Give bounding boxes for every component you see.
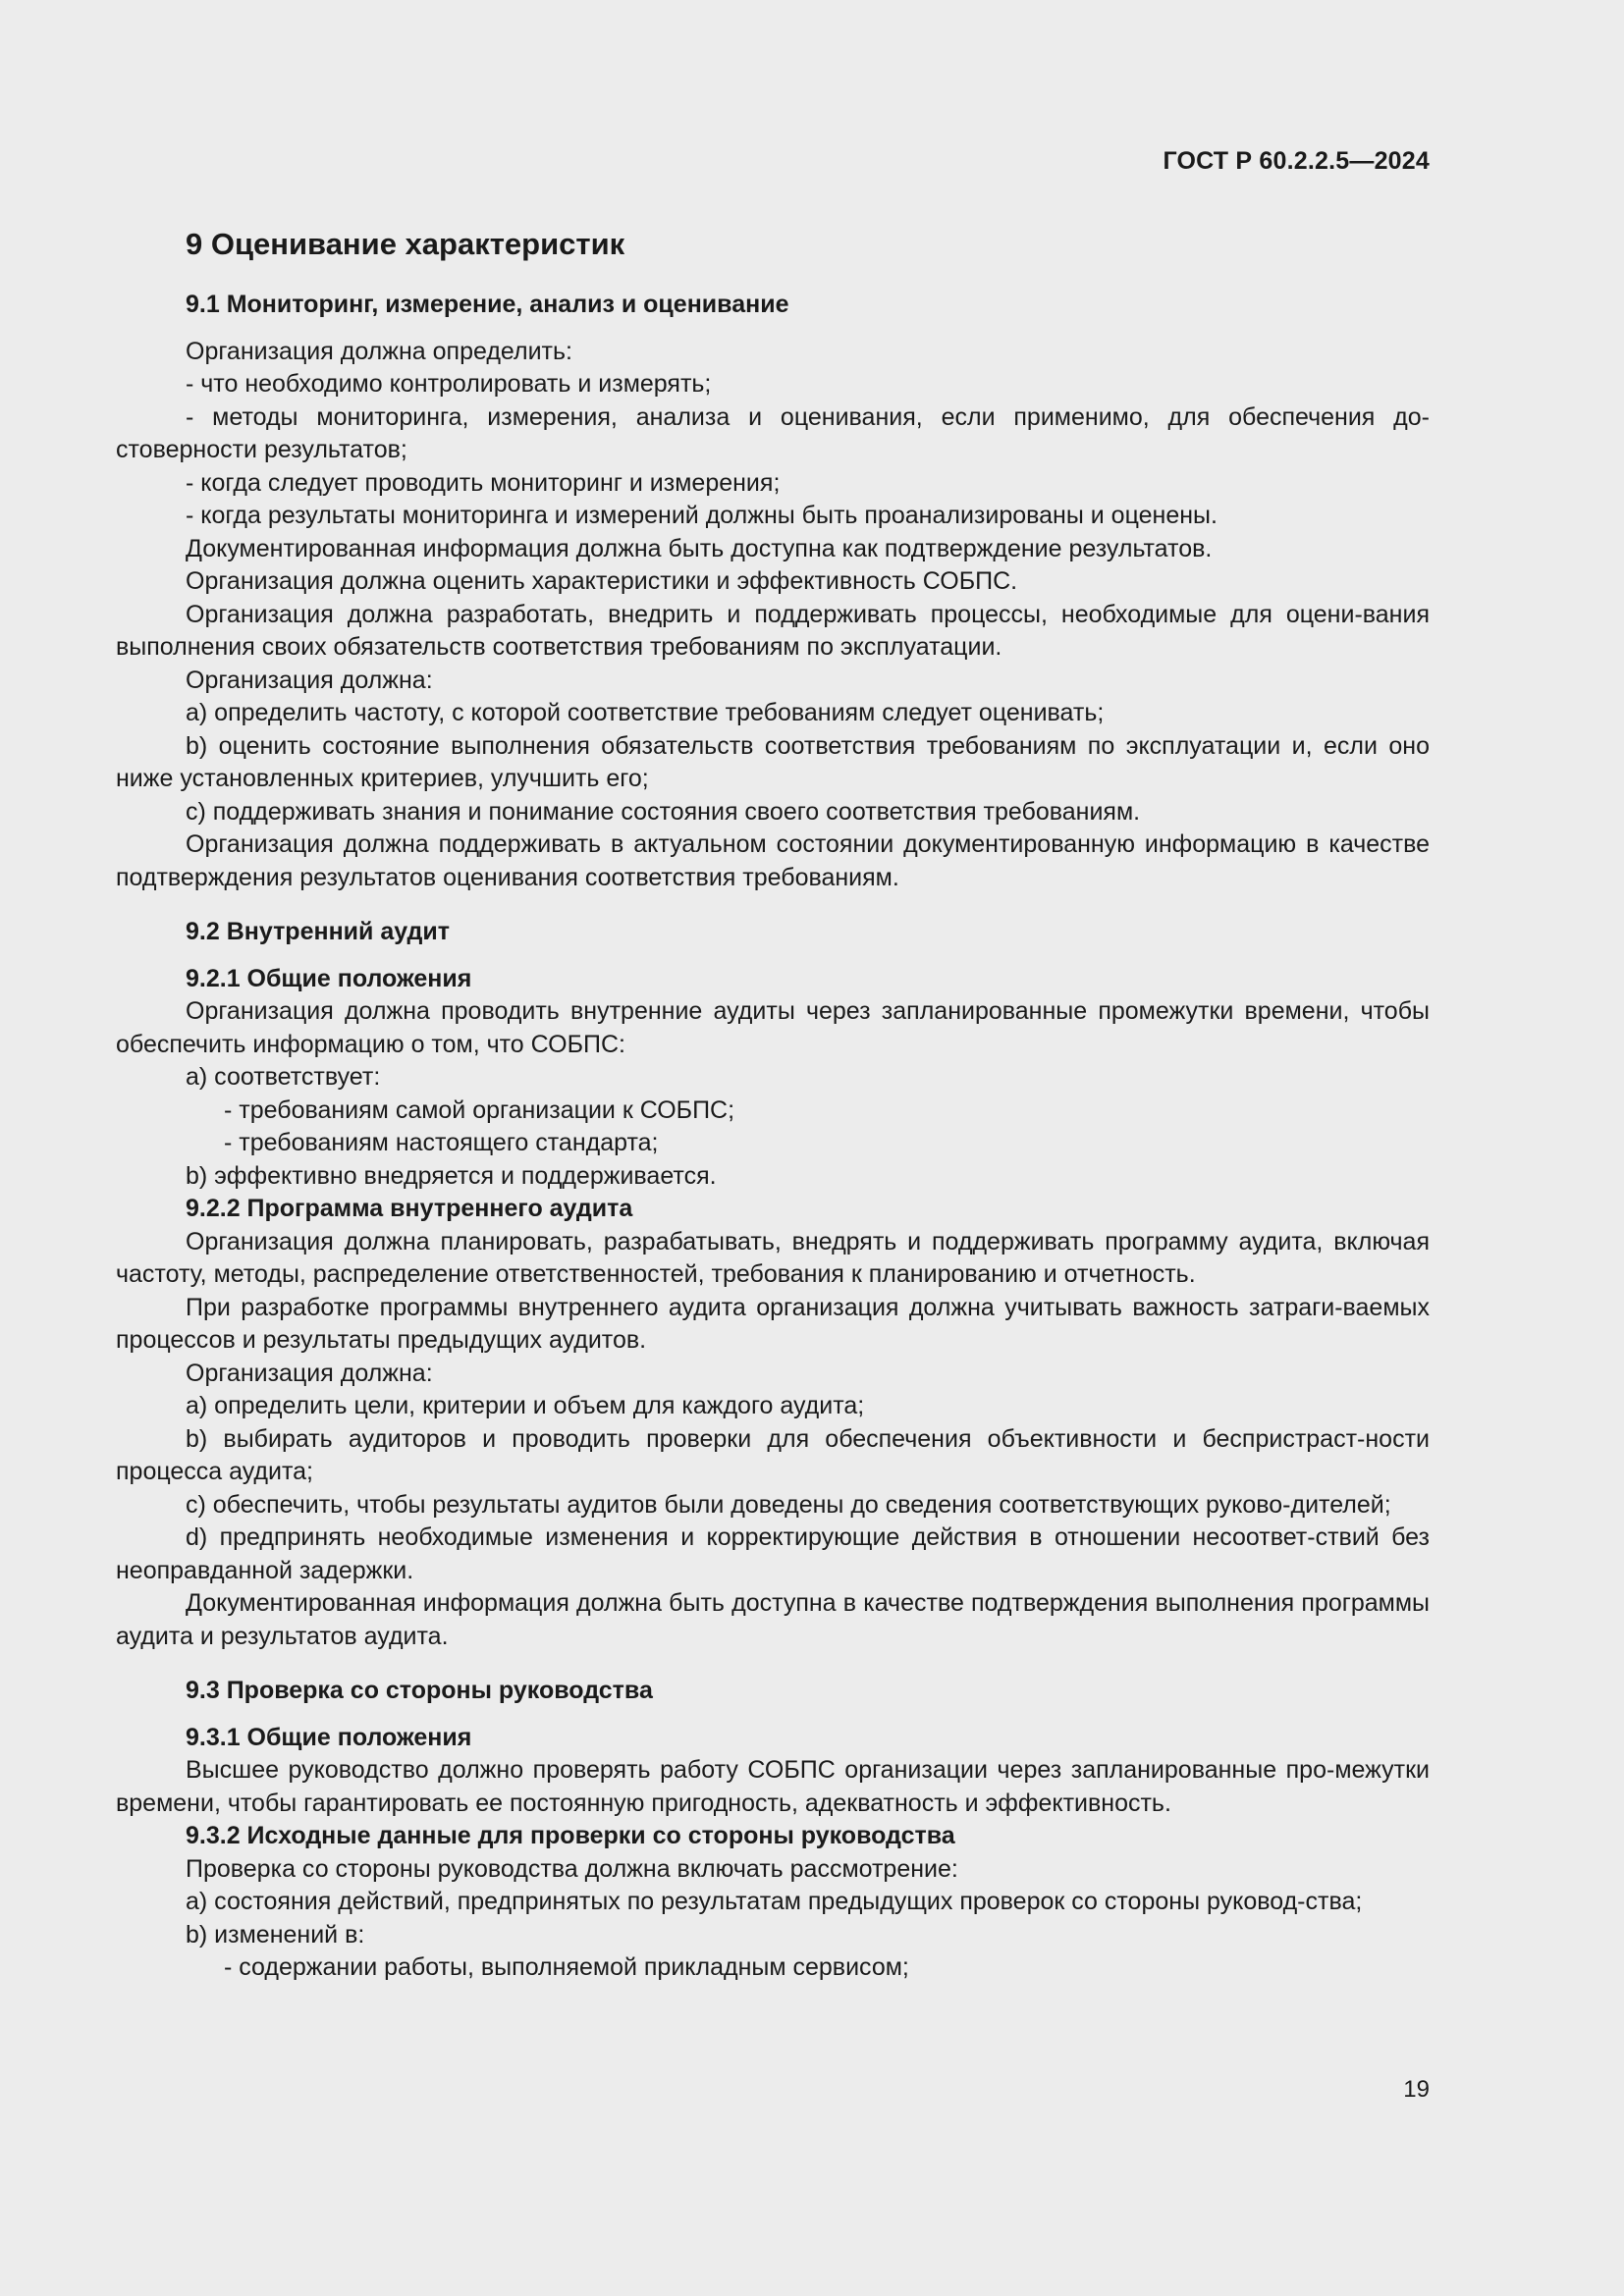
section-9-2-1-heading: 9.2.1 Общие положения (186, 964, 472, 992)
paragraph: Организация должна: (186, 666, 433, 694)
paragraph: Проверка со стороны руководства должна включать рассмотрение: (186, 1854, 958, 1883)
list-item: - требованиям самой организации к СОБПС; (224, 1095, 735, 1124)
paragraph: При разработке программы внутреннего аудита организация должна учитывать важность затраги-ваемых процессов и результаты предыдущих аудитов. (116, 1293, 1430, 1354)
document-body (116, 222, 1430, 1985)
document-code: ГОСТ Р 60.2.2.5—2024 (1163, 147, 1430, 175)
section-9-2-2-heading: 9.2.2 Программа внутреннего аудита (186, 1195, 633, 1222)
paragraph: Организация должна поддерживать в актуальном состоянии документированную информацию в качестве подтверждения результатов оценивания соответствия требованиям. (116, 830, 1430, 891)
list-item: c) обеспечить, чтобы результаты аудитов были доведены до сведения соответствующих руково-дителей; (186, 1490, 1391, 1519)
list-item: - содержании работы, выполняемой прикладным сервисом; (224, 1953, 909, 1981)
list-item: b) оценить состояние выполнения обязательств соответствия требованиям по эксплуатации и, если оно ниже установленных критериев, улучшить его; (116, 731, 1430, 792)
paragraph: Организация должна оценить характеристики и эффективность СОБПС. (186, 567, 1018, 595)
paragraph: Организация должна определить: (186, 337, 572, 365)
page-number: 19 (1403, 2076, 1430, 2103)
section-9-3-2-heading: 9.3.2 Исходные данные для проверки со стороны руководства (186, 1822, 955, 1849)
paragraph: Организация должна проводить внутренние аудиты через запланированные промежутки времени, чтобы обеспечить информацию о том, что СОБПС: (116, 997, 1430, 1058)
list-item: - требованиям настоящего стандарта; (224, 1129, 659, 1156)
paragraph: Высшее руководство должно проверять работу СОБПС организации через запланированные про-межутки времени, чтобы гарантировать ее постоянную пригодность, адекватность и эффективность. (116, 1756, 1430, 1817)
list-item: b) эффективно внедряется и поддерживается. (186, 1161, 717, 1190)
section-9-3-1-heading: 9.3.1 Общие положения (186, 1723, 472, 1751)
list-item: a) определить цели, критерии и объем для каждого аудита; (186, 1392, 865, 1419)
list-item: a) определить частоту, с которой соответствие требованиям следует оценивать; (186, 699, 1105, 726)
section-9-heading: 9 Оценивание характеристик (186, 227, 625, 261)
list-item: d) предпринять необходимые изменения и корректирующие действия в отношении несоответ-ствий без неоправданной задержки. (116, 1523, 1430, 1584)
list-item: a) соответствует: (186, 1063, 381, 1091)
paragraph: Организация должна: (186, 1359, 433, 1387)
paragraph: Документированная информация должна быть доступна как подтверждение результатов. (186, 534, 1213, 562)
section-9-1-heading: 9.1 Мониторинг, измерение, анализ и оценивание (186, 291, 789, 318)
list-item: - когда результаты мониторинга и измерений должны быть проанализированы и оценены. (186, 502, 1218, 529)
paragraph: Организация должна планировать, разрабатывать, внедрять и поддерживать программу аудита, включая частоту, методы, распределение ответственностей, требования к планированию и отчетность. (116, 1227, 1430, 1288)
paragraph: Организация должна разработать, внедрить и поддерживать процессы, необходимые для оцени-вания выполнения своих обязательств соответствия требованиям по эксплуатации. (116, 600, 1430, 661)
list-item: - что необходимо контролировать и измерять; (186, 370, 712, 398)
list-item: b) изменений в: (186, 1920, 365, 1949)
section-9-2-heading: 9.2 Внутренний аудит (186, 918, 451, 945)
paragraph: Документированная информация должна быть доступна в качестве подтверждения выполнения программы аудита и результатов аудита. (116, 1589, 1430, 1650)
list-item: c) поддерживать знания и понимание состояния своего соответствия требованиям. (186, 797, 1141, 826)
list-item: a) состояния действий, предпринятых по результатам предыдущих проверок со стороны руковод-ства; (186, 1888, 1363, 1915)
section-9-3-heading: 9.3 Проверка со стороны руководства (186, 1677, 653, 1704)
list-item: b) выбирать аудиторов и проводить проверки для обеспечения объективности и беспристраст-ности процесса аудита; (116, 1424, 1430, 1485)
list-item: - методы мониторинга, измерения, анализа и оценивания, если применимо, для обеспечения до-стоверности результатов; (116, 402, 1430, 463)
list-item: - когда следует проводить мониторинг и измерения; (186, 468, 781, 497)
